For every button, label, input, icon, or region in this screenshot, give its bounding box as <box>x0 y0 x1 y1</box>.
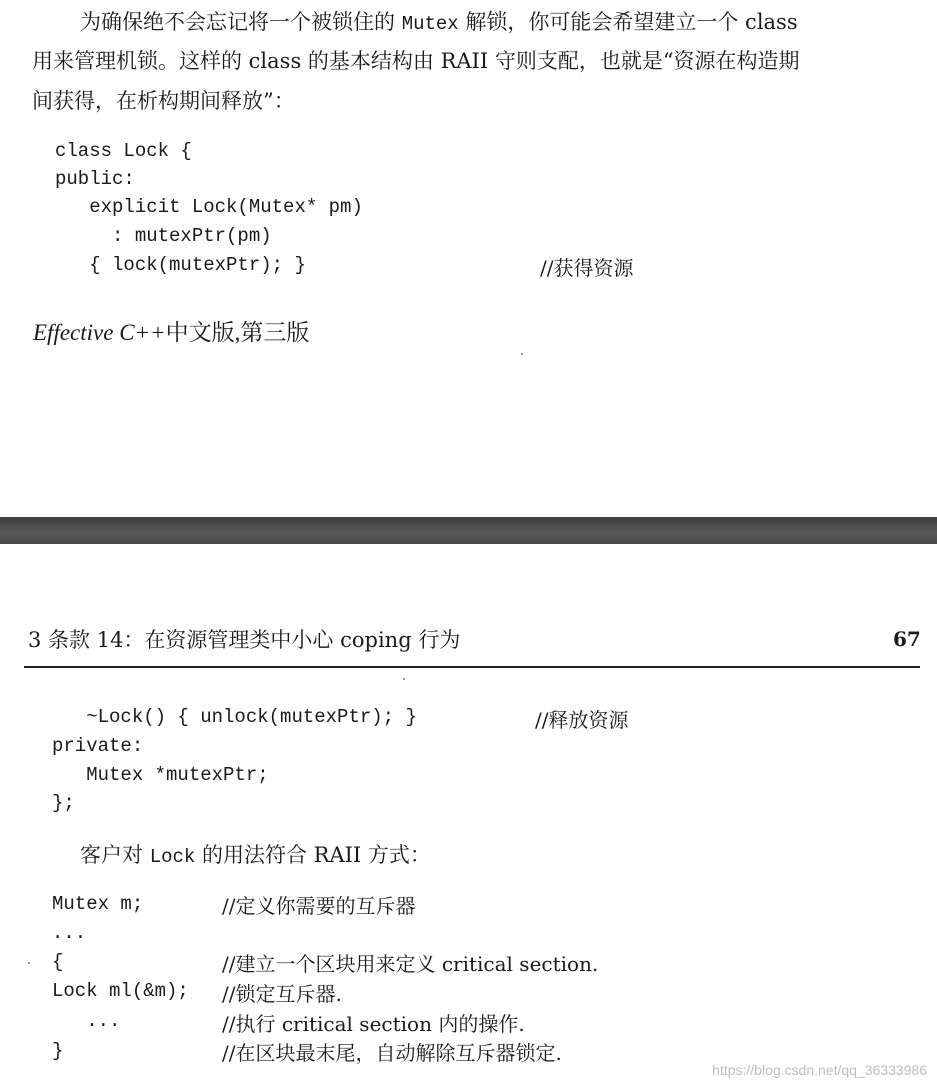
code-line: { <box>52 951 64 973</box>
paragraph-line-1 <box>80 6 798 36</box>
text-run: 的用法符合 RAII 方式： <box>195 843 431 867</box>
inline-code: Lock <box>149 846 196 868</box>
book-title-rest: 中文版,第三版 <box>165 320 310 345</box>
code-line: ... <box>52 922 87 944</box>
code-line: private: <box>52 735 144 757</box>
code-line: : mutexPtr(pm) <box>55 225 272 247</box>
running-header-title: 3 条款 14：在资源管理类中小心 coping 行为 <box>28 628 461 652</box>
usage-paragraph <box>80 839 431 869</box>
watermark: https://blog.csdn.net/qq_36333986 <box>712 1062 927 1078</box>
scan-speck <box>521 353 523 355</box>
inline-code: Mutex <box>401 13 459 35</box>
code-comment: //锁定互斥器. <box>222 982 342 1006</box>
code-line: } <box>52 1040 64 1062</box>
scan-speck <box>403 678 405 680</box>
code-comment: //建立一个区块用来定义 critical section. <box>222 952 599 976</box>
code-line: ~Lock() { unlock(mutexPtr); } <box>52 706 417 728</box>
code-line: explicit Lock(Mutex* pm) <box>55 196 363 218</box>
paragraph-line-2: 用来管理机锁。这样的 class 的基本结构由 RAII 守则支配，也就是“资源在构造期 <box>32 49 800 73</box>
code-line: Mutex m; <box>52 893 144 915</box>
code-line: { lock(mutexPtr); } <box>55 254 306 276</box>
paragraph-line-3: 间获得，在析构期间释放”： <box>32 89 295 113</box>
text-run: 为确保绝不会忘记将一个被锁住的 <box>80 10 402 34</box>
book-caption <box>33 314 309 347</box>
code-line: ... <box>52 1010 121 1032</box>
code-line: public: <box>55 168 135 190</box>
header-rule <box>24 666 920 668</box>
code-line: class Lock { <box>55 140 192 162</box>
book-title-italic: Effective C++ <box>33 320 166 345</box>
code-comment: //释放资源 <box>535 708 629 732</box>
code-comment: //获得资源 <box>540 256 634 280</box>
scan-speck <box>28 962 30 964</box>
code-comment: //定义你需要的互斥器 <box>222 894 416 918</box>
code-line: Mutex *mutexPtr; <box>52 764 269 786</box>
code-line: Lock ml(&m); <box>52 980 189 1002</box>
text-run: 客户对 <box>80 843 150 867</box>
page-divider <box>0 517 937 544</box>
page-number: 67 <box>893 627 921 651</box>
code-comment: //执行 critical section 内的操作. <box>222 1012 525 1036</box>
text-run: 解锁，你可能会希望建立一个 class <box>458 10 798 34</box>
code-line: }; <box>52 792 75 814</box>
code-comment: //在区块最末尾，自动解除互斥器锁定. <box>222 1041 562 1065</box>
